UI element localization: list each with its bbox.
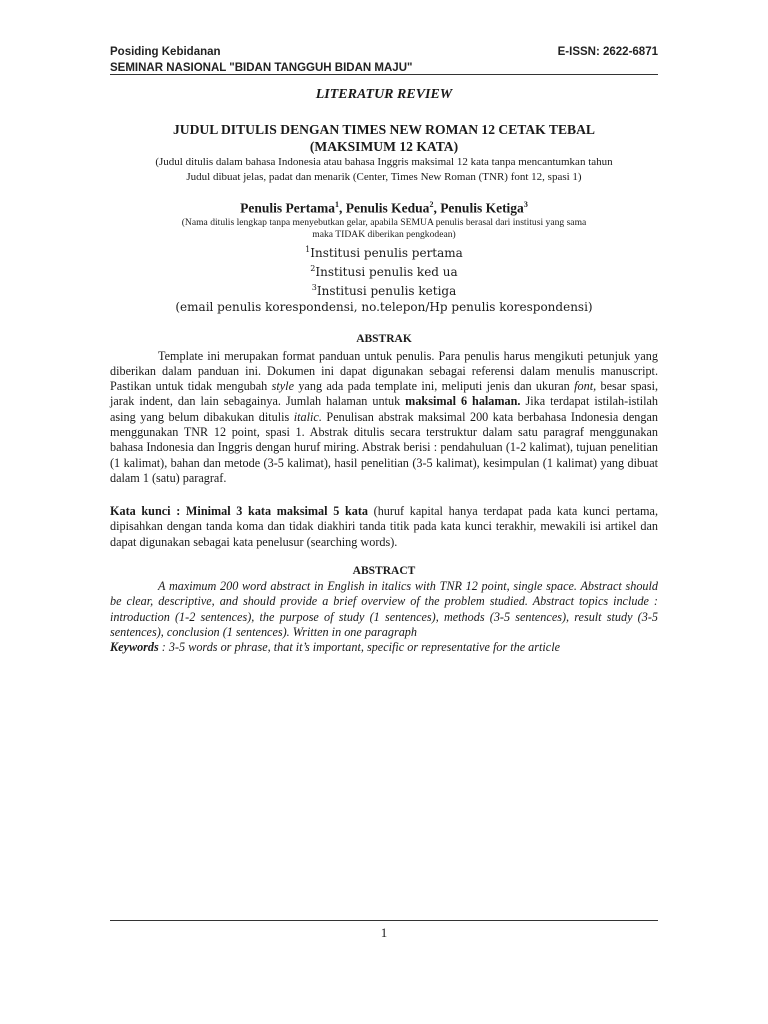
author-1-affil: 1 [335,200,340,209]
institution-1 [110,242,658,261]
abstrak-text-3: besar spasi, jarak indent, dan lain sebagainya. Jumlah halaman untuk [110,379,659,409]
author-2: Penulis Kedua [345,200,430,216]
title-line-2: (MAKSIMUM 12 KATA) [309,139,459,154]
paper-title [110,121,658,155]
abstrak-text-4: Jika terdapat istilah-istilah asing yang belum dibakukan ditulis [110,394,658,424]
kata-kunci-paragraph [110,504,658,550]
author-note [110,217,658,241]
footer-rule [110,920,658,921]
abstrak-heading: ABSTRAK [356,332,412,345]
author-sep-1: , [339,200,346,216]
institution-2 [110,261,658,280]
abstrak-font-word: font, [574,379,597,394]
title-note [110,155,658,185]
author-list [110,196,658,217]
institution-3 [110,280,658,299]
author-2-affil: 2 [429,200,434,209]
paper-body [110,84,658,656]
page-number: 1 [380,925,388,940]
running-header [110,44,658,76]
keywords-line [110,640,658,655]
abstrak-style-word: style [271,379,294,394]
institution-1-sup: 1 [305,244,311,254]
correspondence-line: (email penulis korespondensi, no.telepon/Hp penulis korespondensi) [175,299,593,314]
kata-kunci-label: Kata kunci : Minimal 3 kata maksimal 5 kata [110,504,368,519]
journal-name: Posiding Kebidanan [110,46,221,58]
title-note-line-2: Judul dibuat jelas, padat dan menarik (Center, Times New Roman (TNR) font 12, spasi 1) [186,171,582,183]
abstrak-paragraph [110,349,658,487]
abstrak-text-2: yang ada pada template ini, meliputi jenis dan ukuran [293,379,575,394]
author-1: Penulis Pertama [240,200,336,216]
kata-kunci-text: (huruf kapital hanya terdapat pada kata kunci pertama, dipisahkan dengan tanda koma dan tidak diakhiri tanda titik pada kata kunci terakhir, mewakili isi artikel dan dapat digunakan sebagai kata penelusur (searching words). [110,504,658,549]
author-note-line-1: (Nama ditulis lengkap tanpa menyebutkan gelar, apabila SEMUA penulis berasal dari institusi yang sama [181,216,587,228]
abstract-heading: ABSTRACT [352,565,416,578]
abstract-paragraph [110,579,658,640]
abstrak-text-5: Penulisan abstrak maksimal 200 kata berbahasa Indonesia dengan menggunakan TNR 12 point, spasi 1. Abstrak ditulis secara terstruktur dalam satu paragraf menggunakan bahasa Indonesia dan Inggris dengan huruf miring. Abstrak berisi : pendahuluan (1-2 kalimat), tujuan penelitian (1 kalimat), bahan dan metode (3-5 kalimat), hasil penelitian (3-5 kalimat), kesimpulan (1 kalimat) yang dibuat dalam 1 (satu) paragraf. [110,409,658,485]
seminar-name: SEMINAR NASIONAL "BIDAN TANGGUH BIDAN MAJU" [110,62,413,74]
institution-2-sup: 2 [310,263,316,273]
abstract-text: A maximum 200 word abstract in English in italics with TNR 12 point, single space. Abstract should be clear, descriptive, and should provide a brief overview of the problem studied. Abstract topics include : introduction (1-2 sentences), the purpose of study (1 sentences), methods (3-5 sentences), result study (3-5 sentences), conclusion (1 sentences). Written in one paragraph [110,579,658,639]
keywords-text: : 3-5 words or phrase, that it’s important, specific or representative for the article [158,640,561,655]
abstrak-max-pages: maksimal 6 halaman. [405,394,521,409]
title-note-line-1: (Judul ditulis dalam bahasa Indonesia atau bahasa Inggris maksimal 12 kata tanpa mencantumkan tahun [155,156,613,168]
institution-2-text: Institusi penulis ked ua [315,264,458,279]
issn: E-ISSN: 2622-6871 [557,46,658,58]
header-rule [110,74,658,75]
title-line-1: JUDUL DITULIS DENGAN TIMES NEW ROMAN 12 CETAK TEBAL [173,122,595,137]
author-sep-2: , [433,200,441,216]
author-3: Penulis Ketiga [440,200,524,216]
institution-list [110,242,658,299]
keywords-label: Keywords [110,640,159,655]
author-note-line-2: maka TIDAK diberikan pengkodean) [312,228,456,240]
abstrak-text-1: Template ini merupakan format panduan untuk penulis. Para penulis harus mengikuti petunjuk yang diberikan dalam panduan ini. Dokumen ini dapat digunakan sebagai referensi dalam menulis manuscript. Pastikan untuk tidak mengubah [110,348,658,394]
author-3-affil: 3 [523,200,528,209]
article-type: LITERATUR REVIEW [315,87,453,102]
institution-1-text: Institusi penulis pertama [310,245,463,260]
abstrak-italic-word: italic. [293,409,322,424]
institution-3-sup: 3 [311,282,317,292]
institution-3-text: Institusi penulis ketiga [316,283,457,298]
